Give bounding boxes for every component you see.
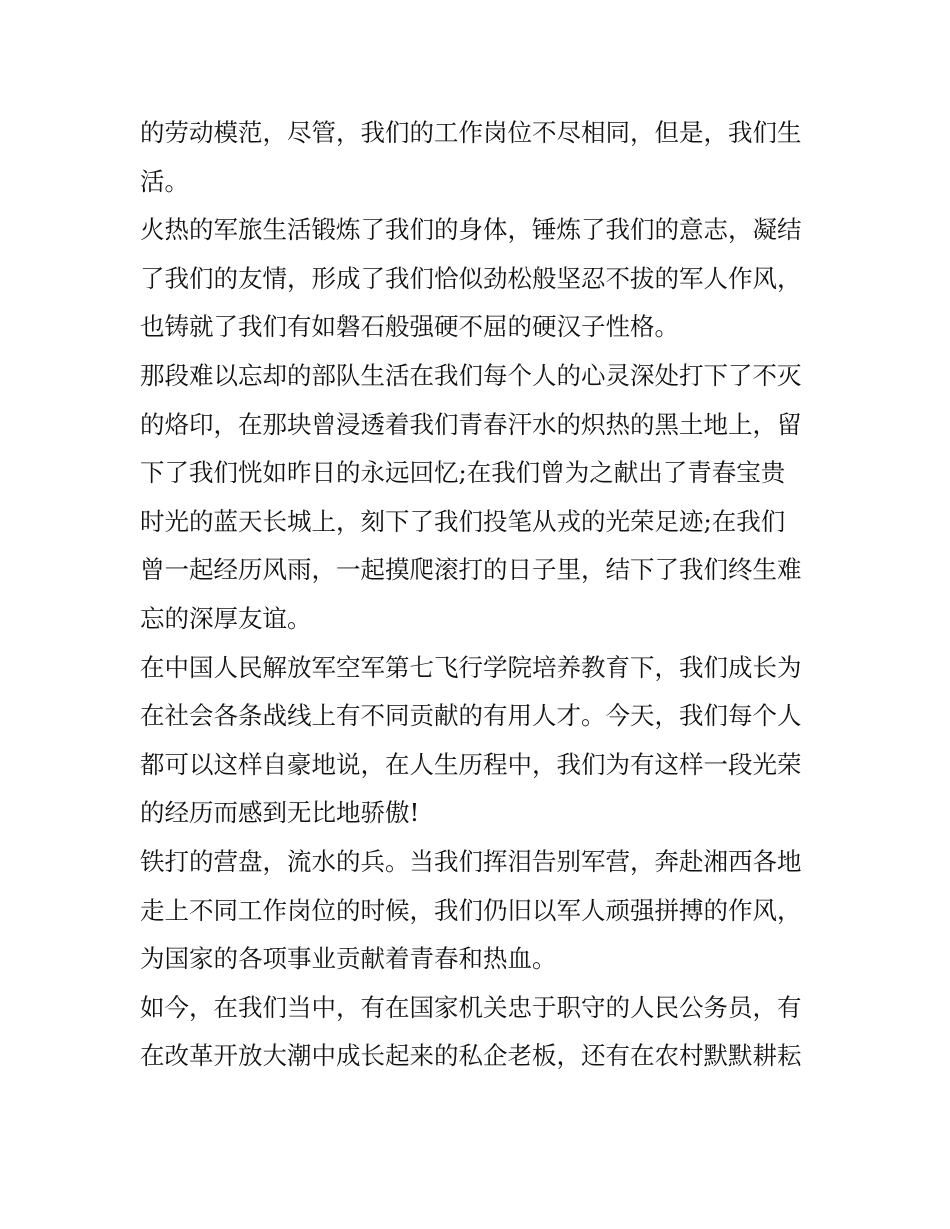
text-line: 的劳动模范，尽管，我们的工作岗位不尽相同，但是，我们生 <box>140 118 802 147</box>
document-body <box>140 109 820 1081</box>
text-line: 在社会各条战线上有不同贡献的有用人才。今天，我们每个人 <box>140 701 802 731</box>
text-line: 那段难以忘却的部队生活在我们每个人的心灵深处打下了不灭 <box>140 360 802 390</box>
text-line: 在中国人民解放军空军第七飞行学院培养教育下，我们成长为 <box>140 652 802 682</box>
text-line: 的烙印，在那块曾浸透着我们青春汗水的炽热的黑土地上，留 <box>140 409 802 439</box>
text-line: 时光的蓝天长城上，刻下了我们投笔从戎的光荣足迹;在我们 <box>140 506 786 536</box>
text-line: 在改革开放大潮中成长起来的私企老板，还有在农村默默耕耘 <box>140 1041 802 1071</box>
text-line: 走上不同工作岗位的时候，我们仍旧以军人顽强拼搏的作风， <box>140 895 802 925</box>
text-line: 铁打的营盘，流水的兵。当我们挥泪告别军营，奔赴湘西各地 <box>140 846 802 876</box>
text-line: 忘的深厚友谊。 <box>140 603 312 633</box>
text-line: 如今，在我们当中，有在国家机关忠于职守的人民公务员，有 <box>140 992 802 1022</box>
text-line: 为国家的各项事业贡献着青春和热血。 <box>140 944 557 974</box>
text-line: 都可以这样自豪地说，在人生历程中，我们为有这样一段光荣 <box>140 749 802 779</box>
text-line: 活。 <box>140 166 189 196</box>
text-line: 了我们的友情，形成了我们恰似劲松般坚忍不拔的军人作风， <box>140 263 802 293</box>
text-line: 下了我们恍如昨日的永远回忆;在我们曾为之献出了青春宝贵 <box>140 458 786 488</box>
text-line: 也铸就了我们有如磐石般强硬不屈的硬汉子性格。 <box>140 312 679 342</box>
text-line: 曾一起经历风雨，一起摸爬滚打的日子里，结下了我们终生难 <box>140 555 802 585</box>
text-line: 火热的军旅生活锻炼了我们的身体，锤炼了我们的意志，凝结 <box>140 215 802 245</box>
text-line: 的经历而感到无比地骄傲! <box>140 798 420 828</box>
